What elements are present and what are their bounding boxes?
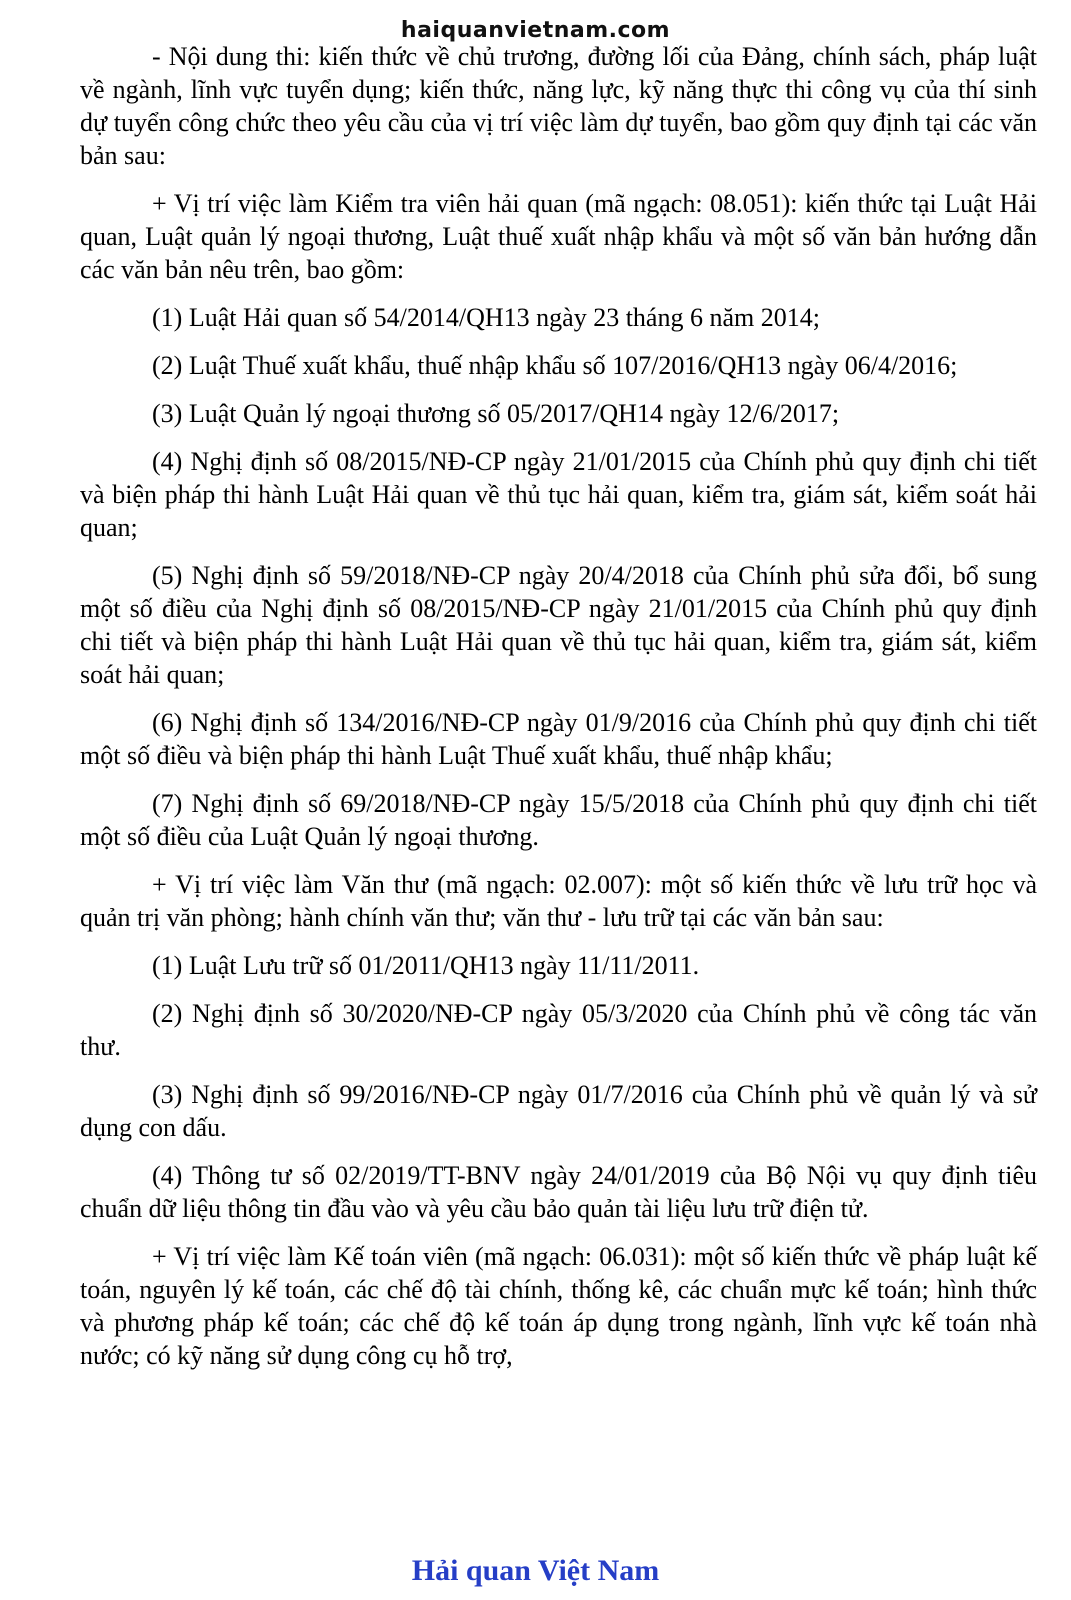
paragraph-exam-content: - Nội dung thi: kiến thức về chủ trương, đường lối của Đảng, chính sách, pháp luật về ngành, lĩnh vực tuyển dụng; kiến thức, năng lực, kỹ năng thực thi công vụ của thí sinh dự tuyển công chức theo yêu cầu của vị trí việc làm dự tuyển, bao gồm quy định tại các văn bản sau: — [80, 42, 1037, 170]
list-item: (2) Nghị định số 30/2020/NĐ-CP ngày 05/3/2020 của Chính phủ về công tác văn thư. — [80, 999, 1037, 1061]
list-item: (2) Luật Thuế xuất khẩu, thuế nhập khẩu số 107/2016/QH13 ngày 06/4/2016; — [152, 351, 958, 380]
paragraph-accountant: + Vị trí việc làm Kế toán viên (mã ngạch: 06.031): một số kiến thức về pháp luật kế toán, nguyên lý kế toán, các chế độ tài chính, thống kê, các chuẩn mực kế toán; hình thức và phương pháp kế toán; các chế độ kế toán áp dụng trong ngành, lĩnh vực kế toán nhà nước; có kỹ năng sử dụng công cụ hỗ trợ, — [80, 1242, 1037, 1370]
list-item: (7) Nghị định số 69/2018/NĐ-CP ngày 15/5/2018 của Chính phủ quy định chi tiết một số điều của Luật Quản lý ngoại thương. — [80, 789, 1037, 851]
list-item: (5) Nghị định số 59/2018/NĐ-CP ngày 20/4/2018 của Chính phủ sửa đổi, bổ sung một số điều của Nghị định số 08/2015/NĐ-CP ngày 21/01/2015 của Chính phủ quy định chi tiết và biện pháp thi hành Luật Hải quan về thủ tục hải quan, kiểm tra, giám sát, kiểm soát hải quan; — [80, 561, 1037, 689]
paragraph-clerk: + Vị trí việc làm Văn thư (mã ngạch: 02.007): một số kiến thức về lưu trữ học và quản trị văn phòng; hành chính văn thư; văn thư - lưu trữ tại các văn bản sau: — [80, 870, 1037, 932]
list-item: (1) Luật Hải quan số 54/2014/QH13 ngày 23 tháng 6 năm 2014; — [152, 303, 820, 332]
list-item: (3) Nghị định số 99/2016/NĐ-CP ngày 01/7/2016 của Chính phủ về quản lý và sử dụng con dấu. — [80, 1080, 1037, 1142]
site-header: haiquanvietnam.com — [400, 18, 671, 43]
list-item: (6) Nghị định số 134/2016/NĐ-CP ngày 01/9/2016 của Chính phủ quy định chi tiết một số điều và biện pháp thi hành Luật Thuế xuất khẩu, thuế nhập khẩu; — [80, 708, 1037, 770]
paragraph-customs-inspector: + Vị trí việc làm Kiểm tra viên hải quan (mã ngạch: 08.051): kiến thức tại Luật Hải quan, Luật quản lý ngoại thương, Luật thuế xuất nhập khẩu và một số văn bản hướng dẫn các văn bản nêu trên, bao gồm: — [80, 189, 1037, 284]
list-item: (1) Luật Lưu trữ số 01/2011/QH13 ngày 11/11/2011. — [152, 951, 700, 980]
list-item: (3) Luật Quản lý ngoại thương số 05/2017/QH14 ngày 12/6/2017; — [152, 399, 840, 428]
list-item: (4) Thông tư số 02/2019/TT-BNV ngày 24/01/2019 của Bộ Nội vụ quy định tiêu chuẩn dữ liệu thông tin đầu vào và yêu cầu bảo quản tài liệu lưu trữ điện tử. — [80, 1161, 1037, 1223]
footer-watermark: Hải quan Việt Nam — [411, 1554, 660, 1587]
document-body — [80, 40, 1037, 1387]
list-item: (4) Nghị định số 08/2015/NĐ-CP ngày 21/01/2015 của Chính phủ quy định chi tiết và biện pháp thi hành Luật Hải quan về thủ tục hải quan, kiểm tra, giám sát, kiểm soát hải quan; — [80, 447, 1037, 542]
